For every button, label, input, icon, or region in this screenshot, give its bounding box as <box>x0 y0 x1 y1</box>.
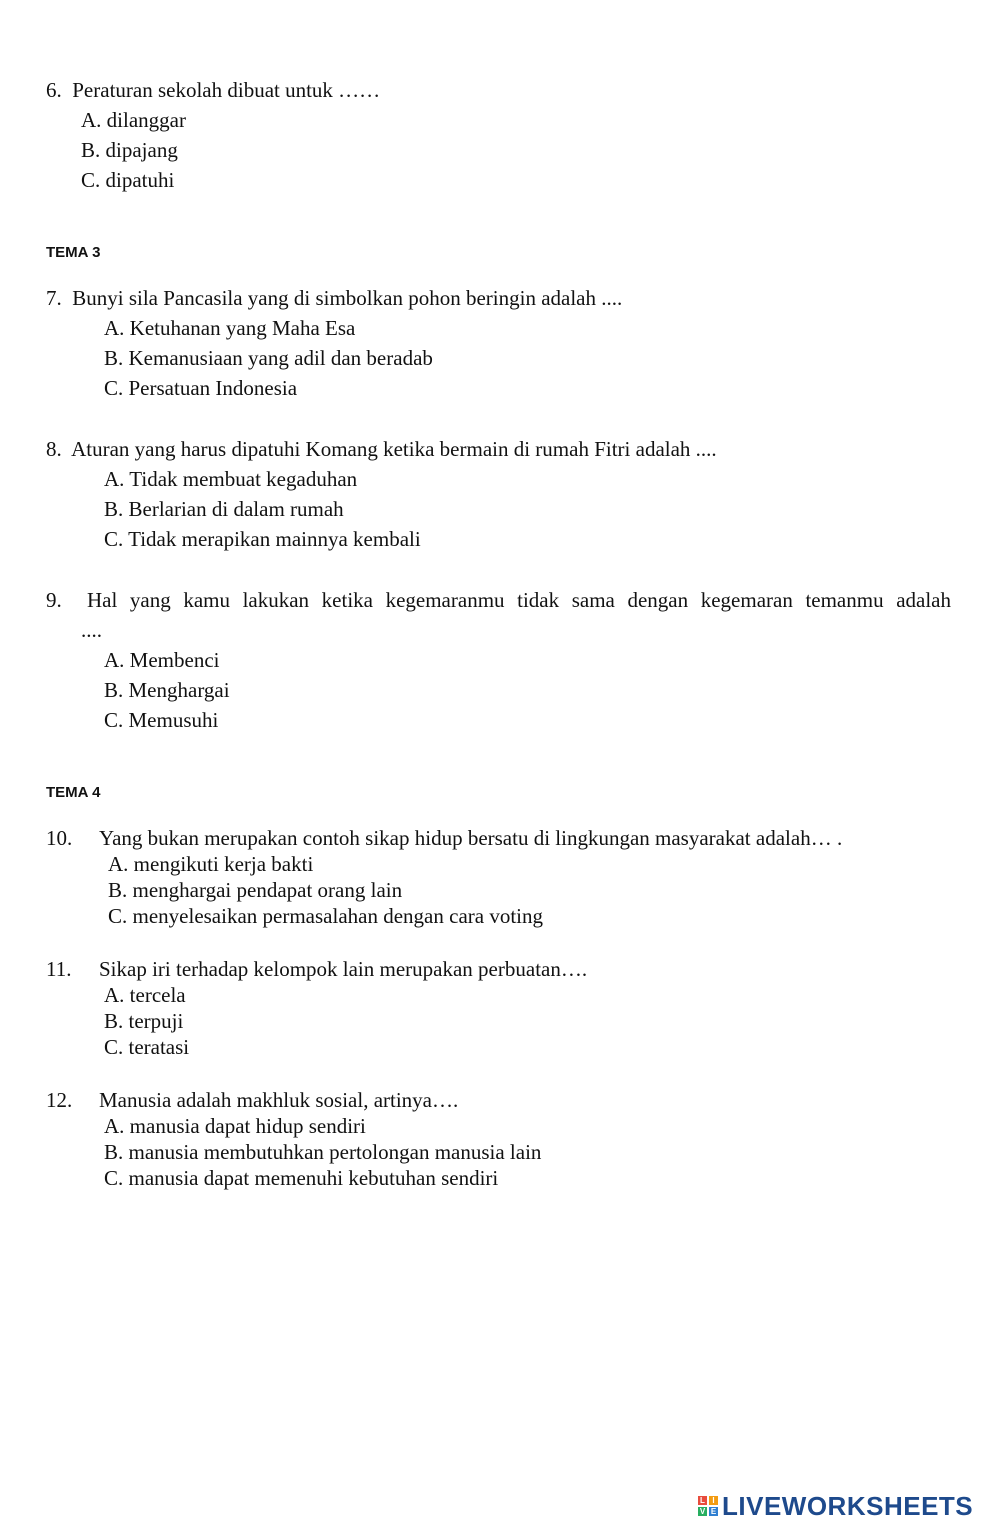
option-10c[interactable]: C. menyelesaikan permasalahan dengan cara voting <box>108 904 543 928</box>
question-number: 12. <box>46 1088 73 1112</box>
question-6 <box>46 77 380 103</box>
question-12 <box>46 1087 72 1113</box>
option-12b[interactable]: B. manusia membutuhkan pertolongan manusia lain <box>104 1140 542 1164</box>
question-number: 8. <box>46 437 62 461</box>
option-10a[interactable]: A. mengikuti kerja bakti <box>108 852 314 876</box>
option-10b[interactable]: B. menghargai pendapat orang lain <box>108 878 403 902</box>
option-6b[interactable]: B. dipajang <box>81 138 178 162</box>
logo-mark-l: L <box>698 1496 707 1505</box>
option-12c[interactable]: C. manusia dapat memenuhi kebutuhan sendiri <box>104 1166 499 1190</box>
option-8b[interactable]: B. Berlarian di dalam rumah <box>104 497 344 521</box>
question-10-text: Yang bukan merupakan contoh sikap hidup bersatu di lingkungan masyarakat adalah… . <box>99 826 843 850</box>
logo-mark-icon <box>698 1496 718 1516</box>
question-number: 11. <box>46 957 72 981</box>
question-text: Hal yang kamu lakukan ketika kegemaranmu tidak sama dengan kegemaran temanmu adalah <box>86 588 951 612</box>
option-7b[interactable]: B. Kemanusiaan yang adil dan beradab <box>104 346 433 370</box>
option-9a[interactable]: A. Membenci <box>104 648 220 672</box>
question-12-text: Manusia adalah makhluk sosial, artinya…. <box>99 1088 459 1112</box>
option-8c[interactable]: C. Tidak merapikan mainnya kembali <box>104 527 421 551</box>
logo-mark-i: I <box>709 1496 718 1505</box>
option-6c[interactable]: C. dipatuhi <box>81 168 175 192</box>
question-11 <box>46 956 71 982</box>
section-heading-tema-3: TEMA 3 <box>46 244 101 261</box>
question-text: Bunyi sila Pancasila yang di simbolkan pohon beringin adalah .... <box>72 286 623 310</box>
question-11-text: Sikap iri terhadap kelompok lain merupakan perbuatan…. <box>99 957 588 981</box>
question-number: 10. <box>46 826 73 850</box>
question-10 <box>46 825 72 851</box>
question-number: 7. <box>46 286 62 310</box>
question-number: 9. <box>46 588 62 612</box>
option-7c[interactable]: C. Persatuan Indonesia <box>104 376 298 400</box>
question-8 <box>46 436 717 462</box>
logo-mark-v: V <box>699 1507 706 1516</box>
option-11b[interactable]: B. terpuji <box>104 1009 184 1033</box>
question-text: Peraturan sekolah dibuat untuk …… <box>72 78 381 102</box>
logo-text: LIVEWORKSHEETS <box>722 1490 974 1521</box>
question-number: 6. <box>46 78 62 102</box>
option-12a[interactable]: A. manusia dapat hidup sendiri <box>104 1114 366 1138</box>
option-9c[interactable]: C. Memusuhi <box>104 708 219 732</box>
section-heading-tema-4: TEMA 4 <box>46 784 101 801</box>
option-11c[interactable]: C. teratasi <box>104 1035 190 1059</box>
question-9-continuation: .... <box>81 618 102 642</box>
option-11a[interactable]: A. tercela <box>104 983 186 1007</box>
option-6a[interactable]: A. dilanggar <box>81 108 186 132</box>
logo-mark-e: E <box>710 1507 717 1516</box>
question-7 <box>46 285 622 311</box>
option-8a[interactable]: A. Tidak membuat kegaduhan <box>104 467 358 491</box>
question-9 <box>46 587 951 613</box>
option-9b[interactable]: B. Menghargai <box>104 678 230 702</box>
liveworksheets-logo[interactable] <box>698 1492 973 1520</box>
option-7a[interactable]: A. Ketuhanan yang Maha Esa <box>104 316 356 340</box>
question-text: Aturan yang harus dipatuhi Komang ketika bermain di rumah Fitri adalah .... <box>71 437 717 461</box>
